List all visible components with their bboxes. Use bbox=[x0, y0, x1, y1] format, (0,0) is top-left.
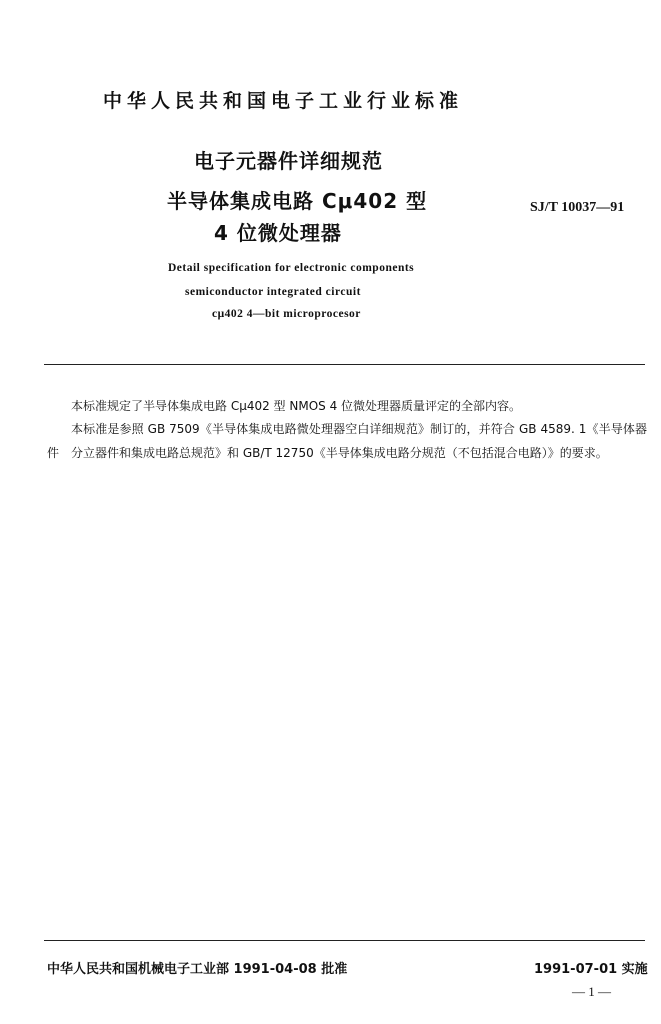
implementation-date: 1991-07-01 实施 bbox=[534, 962, 648, 977]
standard-number: SJ/T 10037—91 bbox=[530, 200, 625, 215]
title-line-1: 电子元器件详细规范 bbox=[194, 149, 383, 173]
english-title-line-1: Detail specification for electronic components bbox=[168, 262, 415, 274]
title-line-3: 4 位微处理器 bbox=[214, 221, 342, 245]
issuing-authority-header: 中华人民共和国电子工业行业标准 bbox=[103, 90, 464, 112]
footer-divider bbox=[44, 940, 645, 941]
english-title-line-3: cμ402 4—bit microprocesor bbox=[212, 308, 361, 320]
header-divider bbox=[44, 364, 645, 365]
scope-paragraph: 本标准规定了半导体集成电路 Cμ402 型 NMOS 4 位微处理器质量评定的全部内容。 bbox=[71, 399, 522, 413]
approval-statement: 中华人民共和国机械电子工业部 1991-04-08 批准 bbox=[47, 962, 348, 977]
reference-paragraph: 本标准是参照 GB 7509《半导体集成电路微处理器空白详细规范》制订的，并符合 GB 4589. 1《半导体器件 分立器件和集成电路总规范》和 GB/T 12750《半导体集成电路分规范（不包括混合电路）》的要求。 bbox=[47, 422, 647, 460]
page-number: — 1 — bbox=[572, 984, 611, 999]
title-line-2: 半导体集成电路 Cμ402 型 bbox=[167, 189, 428, 213]
english-title-line-2: semiconductor integrated circuit bbox=[185, 286, 361, 298]
